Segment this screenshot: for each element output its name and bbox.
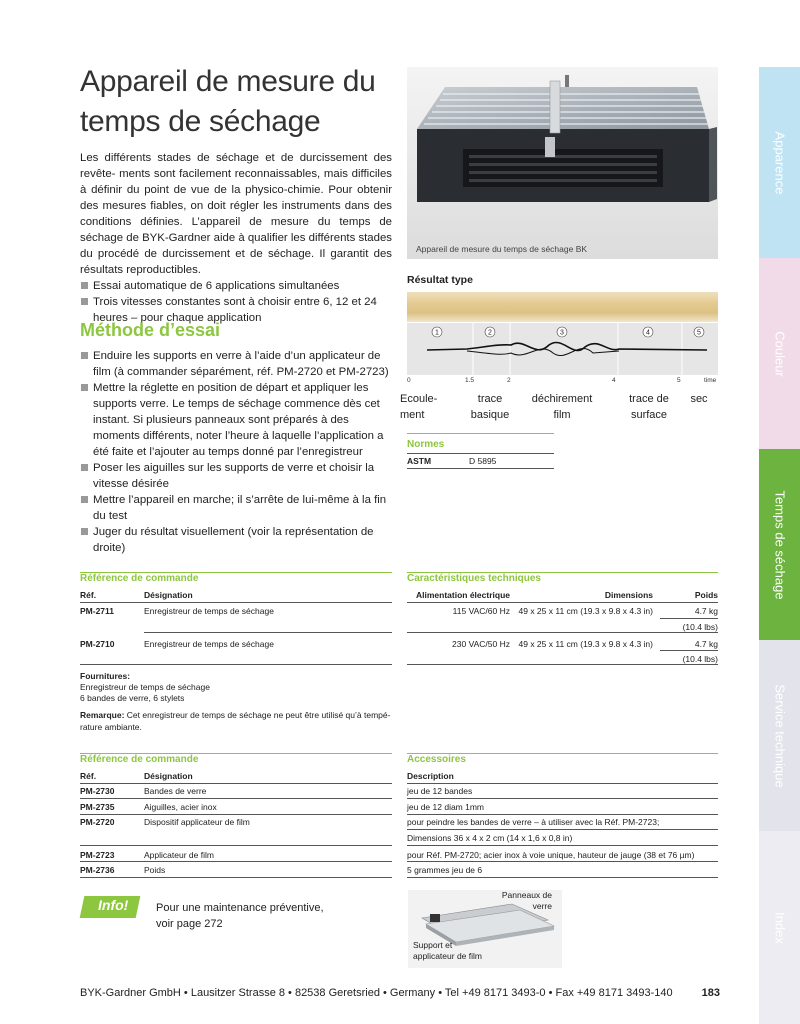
specs-dim: 49 x 25 x 11 cm (19.3 x 9.8 x 4.3 in) [518, 639, 653, 649]
order2-heading: Référence de commande [80, 754, 199, 765]
tab-index[interactable] [759, 831, 800, 1024]
info-note-line: Pour une maintenance préventive, [156, 902, 324, 914]
order1-heading: Référence de commande [80, 573, 199, 584]
stage-marker: 2 [488, 329, 492, 337]
tab-label: Service technique [772, 683, 787, 788]
order2-ref: PM-2736 [80, 865, 115, 875]
accessory-desc: pour Réf. PM-2720; acier inox à voie unique, hauteur de jauge (38 et 76 µm) [407, 850, 695, 860]
divider [80, 798, 392, 799]
accessory-desc: 5 grammes jeu de 6 [407, 865, 483, 875]
info-badge-label: Info! [98, 897, 129, 913]
trace-illustration [407, 323, 718, 375]
divider [80, 814, 392, 815]
tab-temps-de-sechage[interactable] [759, 449, 800, 640]
remark-label: Remarque: [80, 710, 125, 720]
divider [80, 783, 392, 784]
time-axis [407, 375, 718, 387]
method-step: Poser les aiguilles sur les supports de verre et choisir la vitesse désirée [80, 460, 392, 492]
divider [407, 602, 718, 603]
intro-bullet: Trois vitesses constantes sont à choisir entre 6, 12 et 24 heures – pour chaque application [80, 294, 392, 326]
order2-ref: PM-2735 [80, 802, 115, 812]
axis-unit: time [704, 377, 717, 384]
specs-heading: Caractéristiques techniques [407, 573, 541, 584]
method-steps [80, 348, 392, 556]
axis-tick: 5 [677, 377, 681, 384]
order1-col-ref: Réf. [80, 590, 97, 600]
accessory-desc: pour peindre les bandes de verre – à utiliser avec la Réf. PM-2723; [407, 817, 660, 827]
normes-key: ASTM [407, 456, 432, 466]
specs-power: 115 VAC/60 Hz [452, 606, 510, 616]
specs-col-dim: Dimensions [604, 590, 653, 600]
tab-label: Index [772, 911, 787, 944]
specs-power: 230 VAC/50 Hz [452, 639, 510, 649]
order2-desc: Bandes de verre [144, 786, 207, 796]
photo-caption: Appareil de mesure du temps de séchage BK [416, 244, 588, 254]
trace-diagram [407, 323, 718, 375]
order2-col-desc: Désignation [144, 771, 193, 781]
tab-service-technique[interactable] [759, 640, 800, 831]
intro-paragraph: Les différents stades de séchage et de durcissement des revête- ments sont facilement reconnaissables, mais difficiles à définir du point de vue de la physico-chimie. Pour obtenir des mesures fiables, on doit régler les instruments dans des conditions définies. L’appareil de mesure du temps de séchage de BYK-Gardner aide à qualifier les différents stades du procédé de durcissement et de séchage. Il garantit des résultats reproductibles. [80, 152, 392, 276]
method-step: Juger du résultat visuellement (voir la représentation de droite) [80, 524, 392, 556]
specs-col-power: Alimentation électrique [416, 590, 510, 600]
order2-desc: Dispositif applicateur de film [144, 817, 250, 827]
img-label-bottom: Support et applicateur de film [413, 940, 482, 961]
order2-desc: Poids [144, 865, 166, 875]
accessories-heading: Accessoires [407, 754, 466, 765]
method-heading: Méthode d’essai [80, 320, 221, 340]
order2-desc: Aiguilles, acier inox [144, 802, 217, 812]
divider [407, 664, 718, 665]
accessory-desc: jeu de 12 bandes [407, 786, 473, 796]
tab-label: Apparence [772, 131, 787, 194]
info-note-line: voir page 272 [156, 918, 223, 930]
axis-tick: 2 [507, 377, 511, 384]
sample-strip [407, 292, 718, 322]
order1-col-desc: Désignation [144, 590, 193, 600]
divider [407, 829, 718, 830]
tab-apparence[interactable] [759, 67, 800, 258]
order2-desc: Applicateur de film [144, 850, 214, 860]
order1-desc: Enregistreur de temps de séchage [144, 606, 274, 616]
normes-value: D 5895 [469, 456, 497, 466]
divider [80, 861, 392, 862]
stage-marker: 4 [646, 329, 650, 337]
divider [407, 845, 718, 846]
accessories-col-desc: Description [407, 771, 454, 781]
footer-address: BYK-Gardner GmbH • Lausitzer Strasse 8 • 82538 Geretsried • Germany • Tel +49 8171 3493-0 • Fax +49 8171 3493-140 [80, 987, 673, 999]
footer [80, 987, 720, 999]
divider [407, 632, 718, 633]
stage-marker: 1 [435, 329, 439, 337]
stage-label: sec [690, 393, 708, 405]
order1-desc: Enregistreur de temps de séchage [144, 639, 274, 649]
divider [407, 861, 718, 862]
supplies-item: Enregistreur de temps de séchage [80, 682, 210, 692]
order2-ref: PM-2723 [80, 850, 115, 860]
divider [144, 632, 392, 633]
order2-col-ref: Réf. [80, 771, 97, 781]
order2-ref: PM-2730 [80, 786, 115, 796]
divider [407, 798, 718, 799]
tab-couleur[interactable] [759, 258, 800, 449]
specs-weight-lbs: (10.4 lbs) [682, 622, 718, 632]
stage-label: déchirement film [531, 393, 593, 421]
order2-ref: PM-2720 [80, 817, 115, 827]
product-photo [407, 67, 718, 259]
img-label-top: Panneaux de verre [501, 890, 552, 911]
axis-tick: 1.5 [465, 377, 475, 384]
order1-ref: PM-2711 [80, 606, 115, 616]
divider [660, 650, 718, 651]
divider [80, 845, 392, 846]
stage-label: Ecoule- ment [400, 393, 438, 421]
axis-tick: 4 [612, 377, 616, 384]
drying-recorder-illustration [407, 67, 718, 259]
stage-marker: 5 [697, 329, 701, 337]
divider [80, 664, 392, 665]
axis-tick: 0 [407, 377, 411, 384]
specs-weight: 4.7 kg [694, 639, 718, 649]
divider [660, 618, 718, 619]
intro-section [80, 150, 392, 326]
result-label: Résultat type [407, 274, 473, 286]
specs-dim: 49 x 25 x 11 cm (19.3 x 9.8 x 4.3 in) [518, 606, 653, 616]
divider [407, 814, 718, 815]
normes-row [407, 453, 554, 469]
method-step: Mettre la réglette en position de départ et appliquer les supports verre. Le temps de séchage commence dès cet instant. Si plusieurs panneaux sont préparés à des moments différents, noter l’heure à laquelle l’application a été faite et l’ajouter au temps donné par l’enregistreur [80, 380, 392, 460]
divider [407, 783, 718, 784]
specs-weight: 4.7 kg [694, 606, 718, 616]
stage-label: trace de surface [629, 393, 669, 421]
accessory-desc: Dimensions 36 x 4 x 2 cm (14 x 1,6 x 0,8 in) [407, 833, 573, 843]
remark-text: Cet enregistreur de temps de séchage ne peut être utilisé qu’à tempé- rature ambiante. [80, 710, 391, 732]
supplies-label: Fournitures: [80, 671, 131, 681]
intro-bullet: Essai automatique de 6 applications simultanées [80, 278, 392, 294]
normes-heading: Normes [407, 433, 554, 450]
tab-label: Couleur [772, 330, 787, 377]
supplies-item: 6 bandes de verre, 6 stylets [80, 693, 185, 703]
page-number: 183 [701, 987, 720, 999]
stage-marker: 3 [560, 329, 564, 337]
method-step: Enduire les supports en verre à l’aide d’un applicateur de film (à commander séparément, réf. PM-2720 et PM-2723) [80, 348, 392, 380]
stage-label: trace basique [470, 393, 510, 421]
order1-ref: PM-2710 [80, 639, 115, 649]
intro-bullets [80, 278, 392, 326]
info-note [156, 900, 324, 932]
tab-label: Temps de séchage [772, 489, 787, 600]
page-title: Appareil de mesure du temps de séchage [80, 65, 376, 138]
remark [80, 709, 392, 733]
divider [80, 602, 392, 603]
method-step: Mettre l’appareil en marche; il s’arrête de lui-même à la fin du test [80, 492, 392, 524]
divider [407, 877, 718, 878]
divider [80, 877, 392, 878]
specs-col-weight: Poids [694, 590, 718, 600]
accessory-desc: jeu de 12 diam 1mm [407, 802, 485, 812]
specs-weight-lbs: (10.4 lbs) [682, 654, 718, 664]
